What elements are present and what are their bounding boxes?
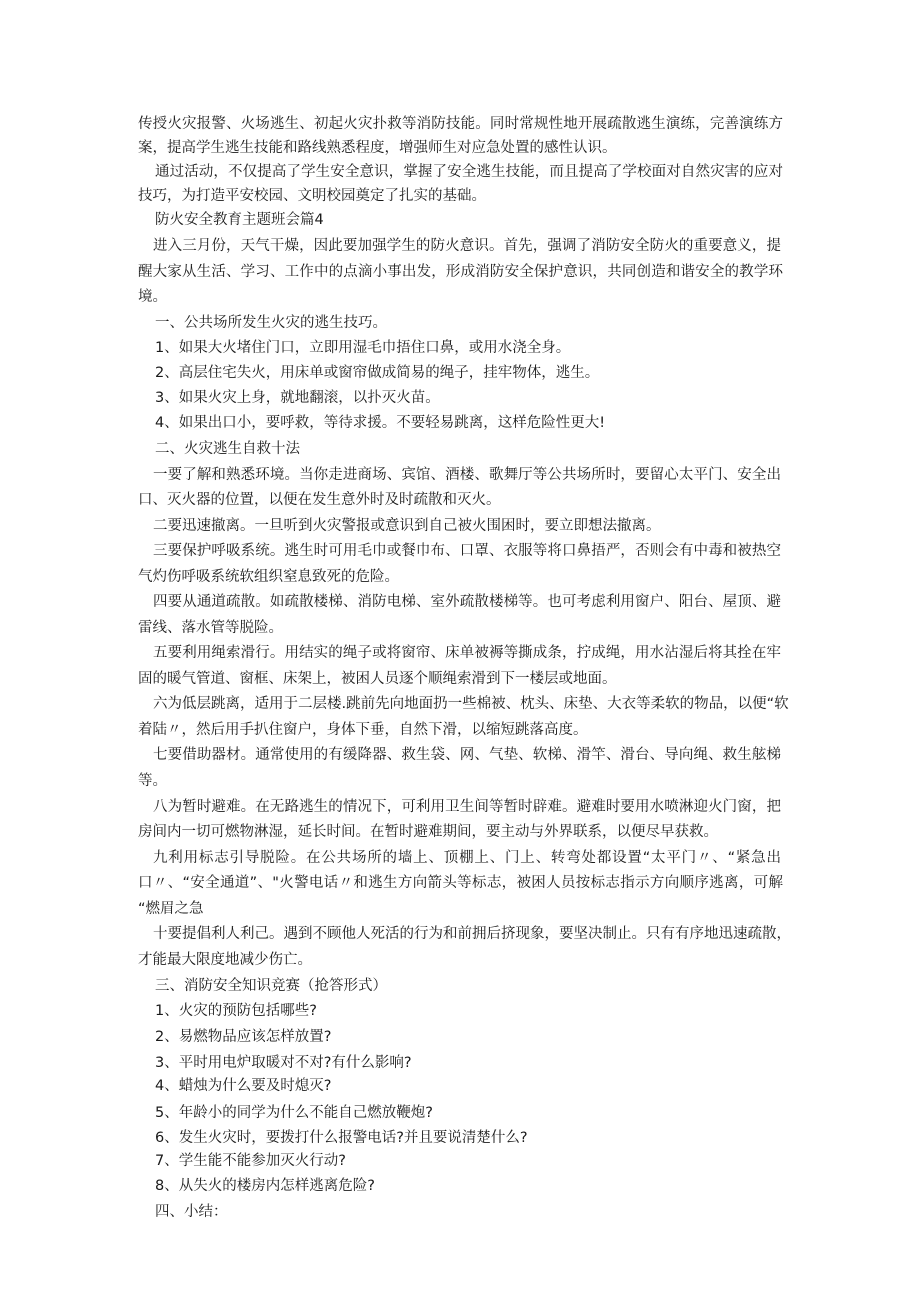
paragraph-line: 口〃、“安全通道”、"火警电话〃和逃生方向箭头等标志，被困人员按标志指示方向顺序逃离，可解	[138, 875, 783, 891]
paragraph-line: 醒大家从生活、学习、工作中的点滴小事出发，形成消防安全保护意识，共同创造和谐安全的教学环	[138, 264, 783, 280]
list-item: 7、学生能不能参加灭火行动?	[155, 1153, 346, 1169]
paragraph-line: 二要迅速撤离。一旦听到火灾警报或意识到自己被火围困时，要立即想法撤离。	[153, 518, 661, 534]
paragraph-line: 九利用标志引导脱险。在公共场所的墙上、顶棚上、门上、转弯处都设置“太平门〃、“紧急出	[153, 850, 781, 866]
list-item: 2、高层住宅失火，用床单或窗帘做成简易的绳子，挂牢物体，逃生。	[155, 365, 600, 381]
paragraph-line: 雷线、落水管等脱险。	[138, 620, 283, 636]
paragraph-line: 七要借助器材。通常使用的有缓降器、救生袋、网、气垫、软梯、滑竿、滑台、导向绳、救生舷梯	[153, 747, 781, 763]
list-item: 6、发生火灾时，要拨打什么报警电话?并且要说清楚什么?	[155, 1130, 528, 1146]
list-item: 4、蜡烛为什么要及时熄灭?	[155, 1078, 332, 1094]
paragraph-line: 四要从通道疏散。如疏散楼梯、消防电梯、室外疏散楼梯等。也可考虑利用窗户、阳台、屋顶、避	[153, 594, 781, 610]
paragraph-line: “燃眉之急	[138, 901, 204, 917]
paragraph-line: 固的暖气管道、窗框、床架上，被困人员逐个顺绳索滑到下一楼层或地面。	[138, 671, 617, 687]
subsection-heading: 二、火灾逃生自救十法	[155, 441, 300, 457]
paragraph-line: 六为低层跳离，适用于二层楼.跳前先向地面扔一些棉被、枕头、床垫、大衣等柔软的物品，以便“软	[153, 696, 789, 712]
subsection-heading: 四、小结：	[155, 1204, 228, 1220]
subsection-heading: 三、消防安全知识竞赛（抢答形式）	[155, 978, 387, 994]
paragraph-line: 通过活动，不仅提高了学生安全意识，掌握了安全逃生技能，而且提高了学校面对自然灾害的应对	[155, 164, 783, 180]
paragraph-line: 气灼伤呼吸系统软组织窒息致死的危险。	[138, 569, 399, 585]
paragraph-line: 八为暂时避难。在无路逃生的情况下，可利用卫生间等暂时辟难。避难时要用水喷淋迎火门窗，把	[153, 799, 781, 815]
paragraph-line: 房间内一切可燃物淋湿，延长时间。在暂时避难期间，要主动与外界联系，以便尽早获救。	[138, 824, 718, 840]
list-item: 5、年龄小的同学为什么不能自己燃放鞭炮?	[155, 1105, 433, 1121]
paragraph-line: 案，提高学生逃生技能和路线熟悉程度，增强师生对应急处置的感性认识。	[138, 140, 617, 156]
paragraph-line: 进入三月份，天气干燥，因此要加强学生的防火意识。首先，强调了消防安全防火的重要意义，提	[153, 238, 781, 254]
paragraph-line: 五要利用绳索滑行。用结实的绳子或将窗帘、床单被褥等撕成条，拧成绳，用水沾湿后将其拴在牢	[153, 645, 781, 661]
list-item: 2、易燃物品应该怎样放置?	[155, 1029, 332, 1045]
list-item: 4、如果出口小，要呼救，等待求援。不要轻易跳离，这样危险性更大!	[155, 415, 606, 431]
subsection-heading: 一、公共场所发生火灾的逃生技巧。	[155, 315, 387, 331]
paragraph-line: 才能最大限度地减少伤亡。	[138, 952, 312, 968]
list-item: 1、如果大火堵住门口，立即用湿毛巾捂住口鼻，或用水浇全身。	[155, 340, 571, 356]
paragraph-line: 传授火灾报警、火场逃生、初起火灾扑救等消防技能。同时常规性地开展疏散逃生演练，完善演练方	[138, 116, 783, 132]
paragraph-line: 三要保护呼吸系统。逃生时可用毛巾或餐巾布、口罩、衣服等将口鼻捂严，否则会有中毒和被热空	[153, 543, 781, 559]
section-heading: 防火安全教育主题班会篇4	[155, 212, 324, 228]
paragraph-line: 一要了解和熟悉环境。当你走进商场、宾馆、酒楼、歌舞厅等公共场所时，要留心太平门、安全出	[153, 467, 781, 483]
paragraph-line: 口、灭火器的位置，以便在发生意外时及时疏散和灭火。	[138, 492, 501, 508]
list-item: 3、如果火灾上身，就地翻滚，以扑灭火苗。	[155, 390, 440, 406]
paragraph-line: 技巧，为打造平安校园、文明校园奠定了扎实的基础。	[138, 188, 486, 204]
list-item: 3、平时用电炉取暖对不对?有什么影响?	[155, 1055, 412, 1071]
list-item: 1、火灾的预防包括哪些?	[155, 1003, 317, 1019]
list-item: 8、从失火的楼房内怎样逃离危险?	[155, 1178, 375, 1194]
paragraph-line: 十要提倡利人利己。遇到不顾他人死活的行为和前拥后挤现象，要坚决制止。只有有序地迅速疏散，	[153, 926, 791, 942]
paragraph-line: 境。	[138, 289, 167, 305]
paragraph-line: 等。	[138, 773, 167, 789]
paragraph-line: 着陆〃，然后用手扒住窗户，身体下垂，自然下滑，以缩短跳落高度。	[138, 722, 588, 738]
